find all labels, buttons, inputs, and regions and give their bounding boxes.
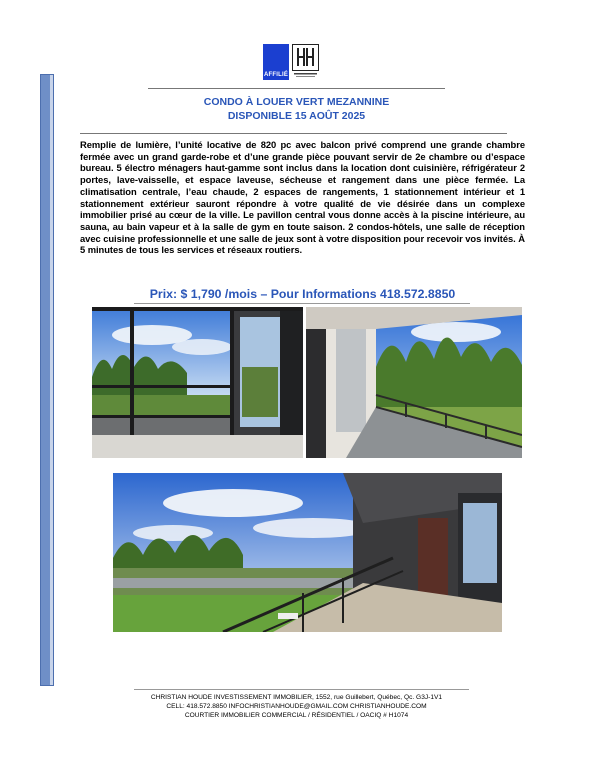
brokerage-logo bbox=[263, 44, 319, 80]
listing-title: CONDO À LOUER VERT MEZANNINE bbox=[203, 96, 390, 108]
header-rule bbox=[148, 88, 445, 89]
decorative-side-bar bbox=[40, 74, 54, 686]
footer-rule bbox=[134, 689, 469, 690]
affilie-label: AFFILIÉ bbox=[263, 72, 289, 78]
photo-living-room-window bbox=[92, 307, 303, 458]
photo-balcony-side bbox=[306, 307, 522, 458]
photo-balcony-wide bbox=[113, 473, 502, 632]
affilie-badge bbox=[263, 44, 289, 80]
footer-contact: CELL: 418.572.8850 INFOCHRISTIANHOUDE@GMAIL.COM CHRISTIANHOUDE.COM bbox=[166, 703, 427, 710]
ch-monogram-icon bbox=[292, 44, 319, 80]
availability-date: DISPONIBLE 15 AOÛT 2025 bbox=[227, 110, 366, 122]
footer-license: COURTIER IMMOBILIER COMMERCIAL / RÉSIDENTIEL / OACIQ # H1074 bbox=[184, 712, 409, 719]
footer-company-address: CHRISTIAN HOUDE INVESTISSEMENT IMMOBILIER, 1552, rue Guillebert, Québec, Qc. G3J-1V1 bbox=[150, 694, 443, 701]
title-rule bbox=[80, 133, 507, 134]
price-contact-line: Prix: $ 1,790 /mois – Pour Informations 418.572.8850 bbox=[149, 287, 456, 301]
listing-description: Remplie de lumière, l’unité locative de 820 pc avec balcon privé comprend une grande chambre fermée avec un grand garde-robe et d’une grande pièce pouvant servir de 2e chambre ou d’espace bureau. 5 électro ménagers haut-gamme sont inclus dans la location dont cuisinière, réfrigérateur 2 portes, lave-vaisselle, et espace laveuse, sécheuse et rangement dans une pièce fermée. La climatisation centrale, l’eau chaude, 2 espaces de rangements, 1 stationnement intérieur et 1 stationnement extérieur sauront répondre à votre qualité de vie désirée dans un complexe immobilier prisé au cœur de la ville. Le pavillon central vous donne accès à la piscine intérieure, au sauna, au bain vapeur et à la salle de gym en toute saison. 2 condos-hôtels, une salle de réception avec cuisine professionnelle et une salle de jeux sont à votre disposition pour recevoir vos invités. À 5 minutes de tous les services et réseaux routiers. bbox=[80, 139, 525, 256]
price-rule bbox=[134, 303, 470, 304]
